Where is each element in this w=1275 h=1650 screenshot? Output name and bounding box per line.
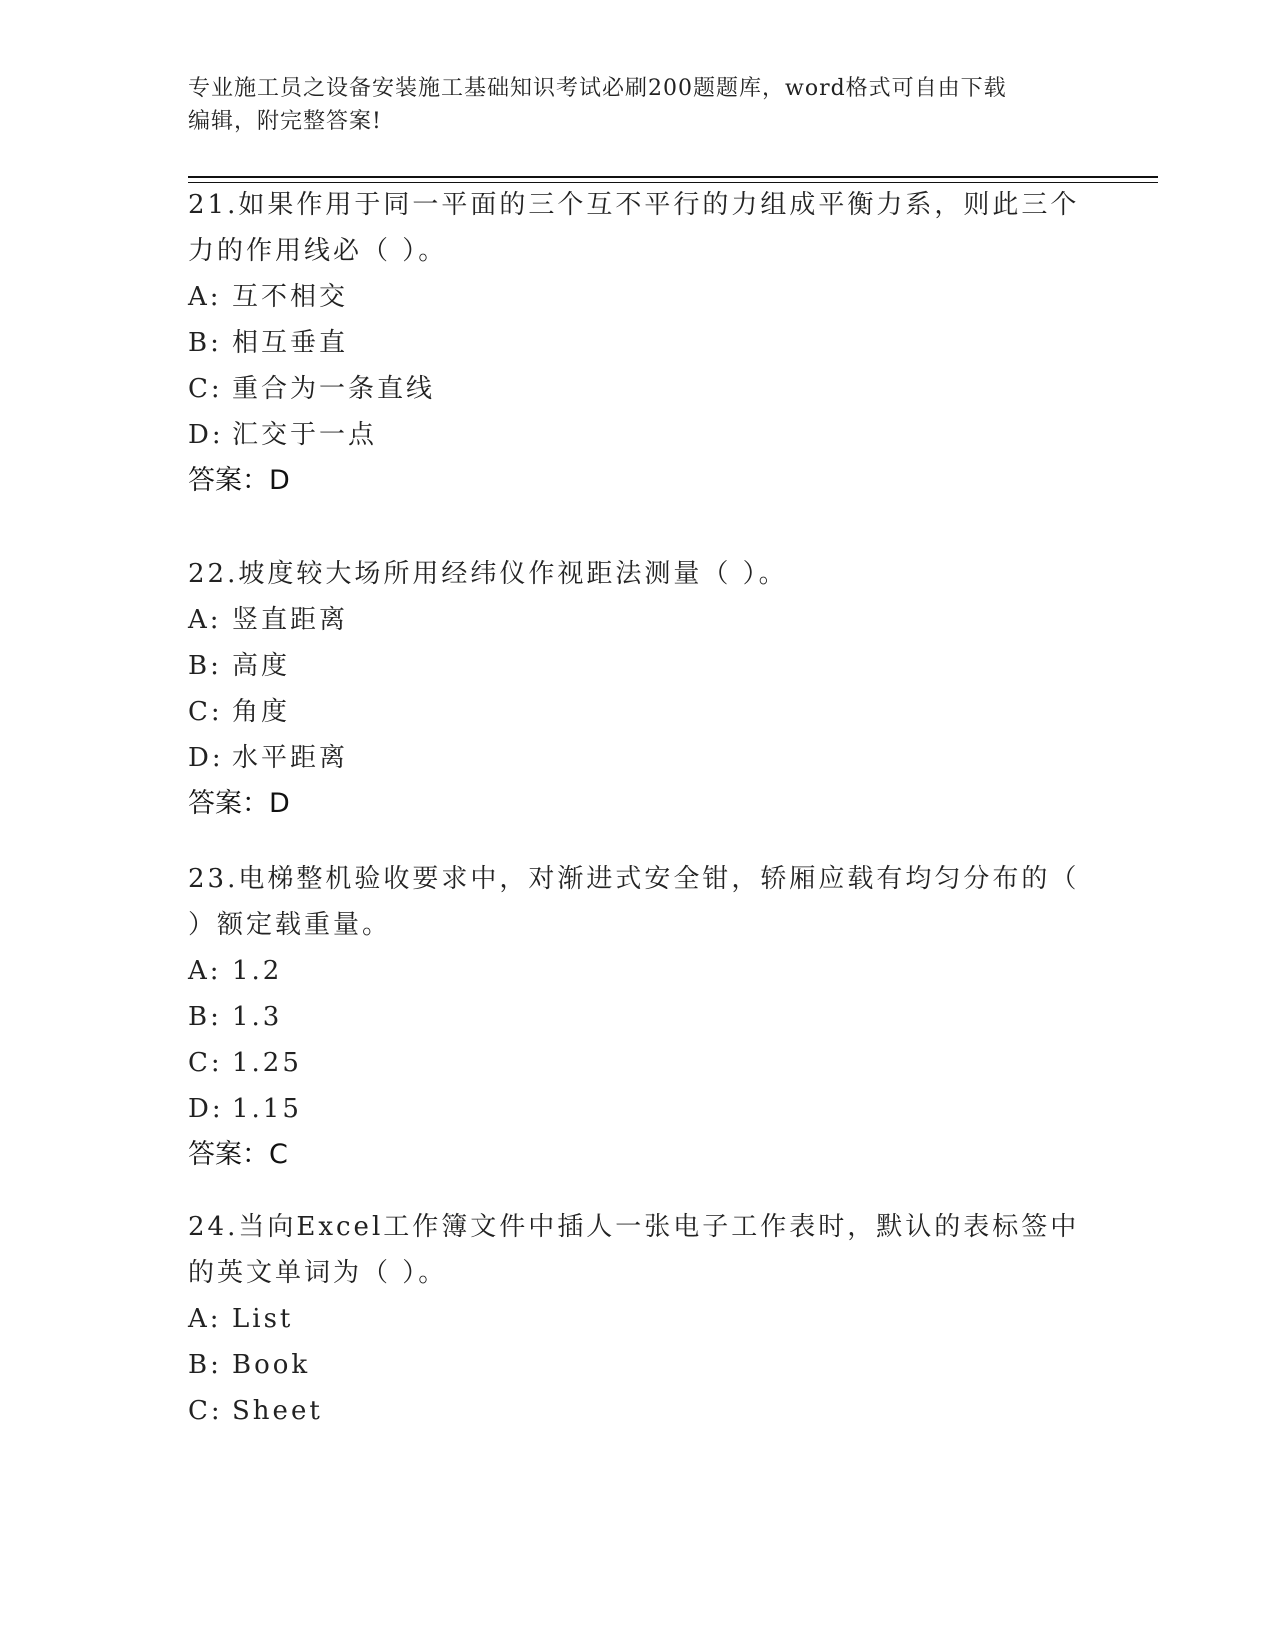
question-stem-line: 的英文单词为（ ）。 [188,1258,448,1288]
answer: 答案：D [188,465,290,496]
option-text: List [232,1304,294,1334]
question-stem-line: ）额定载重量。 [188,910,392,940]
answer: 答案：D [188,788,290,819]
option-a [188,948,1088,994]
option-a [188,597,1088,643]
option-c [188,1040,1088,1086]
option-label: A: [188,605,222,635]
option-c [188,1388,1088,1434]
header-line-2: 编辑，附完整答案! [188,109,382,134]
question-24 [188,1204,1088,1434]
option-b [188,994,1088,1040]
option-label: C: [188,1396,223,1426]
question-stem-line: 24.当向Excel工作簿文件中插人一张电子工作表时，默认的表标签中 [188,1212,1080,1242]
header-divider-thick [188,176,1158,178]
question-stem [188,182,1088,274]
option-text: 相互垂直 [232,328,349,358]
option-label: B: [188,1350,222,1380]
question-21 [188,182,1088,504]
question-stem-line: 力的作用线必（ ）。 [188,236,448,266]
option-text: 1.25 [232,1048,302,1078]
option-d [188,735,1088,781]
header-line-1: 专业施工员之设备安装施工基础知识考试必刷200题题库，word格式可自由下载 [188,76,1007,101]
option-b [188,643,1088,689]
option-text: 角度 [232,697,291,727]
answer: 答案：C [188,1139,288,1170]
option-label: D: [188,420,224,450]
option-text: Sheet [232,1396,323,1426]
option-label: B: [188,1002,222,1032]
option-label: D: [188,743,224,773]
option-c [188,366,1088,412]
question-stem [188,551,1088,597]
option-text: 互不相交 [232,282,349,312]
question-stem-line: 23.电梯整机验收要求中，对渐进式安全钳，轿厢应载有均匀分布的（ [188,864,1080,894]
document-header [188,72,1068,138]
option-label: B: [188,328,222,358]
question-stem [188,856,1088,948]
option-text: 重合为一条直线 [232,374,436,404]
question-stem [188,1204,1088,1296]
option-text: Book [232,1350,311,1380]
question-23 [188,856,1088,1178]
option-label: C: [188,1048,223,1078]
option-text: 1.2 [232,956,283,986]
question-stem-line: 22.坡度较大场所用经纬仪作视距法测量（ ）。 [188,559,788,589]
option-c [188,689,1088,735]
option-d [188,412,1088,458]
option-b [188,1342,1088,1388]
option-label: A: [188,282,222,312]
question-stem-line: 21.如果作用于同一平面的三个互不平行的力组成平衡力系，则此三个 [188,190,1080,220]
option-text: 竖直距离 [232,605,349,635]
option-text: 汇交于一点 [232,420,378,450]
option-label: A: [188,956,222,986]
option-label: B: [188,651,222,681]
option-d [188,1086,1088,1132]
option-text: 1.3 [232,1002,283,1032]
option-b [188,320,1088,366]
option-text: 水平距离 [232,743,349,773]
option-a [188,1296,1088,1342]
option-a [188,274,1088,320]
option-text: 1.15 [232,1094,302,1124]
option-label: D: [188,1094,224,1124]
option-label: A: [188,1304,222,1334]
option-label: C: [188,374,223,404]
option-label: C: [188,697,223,727]
option-text: 高度 [232,651,291,681]
question-22 [188,551,1088,827]
